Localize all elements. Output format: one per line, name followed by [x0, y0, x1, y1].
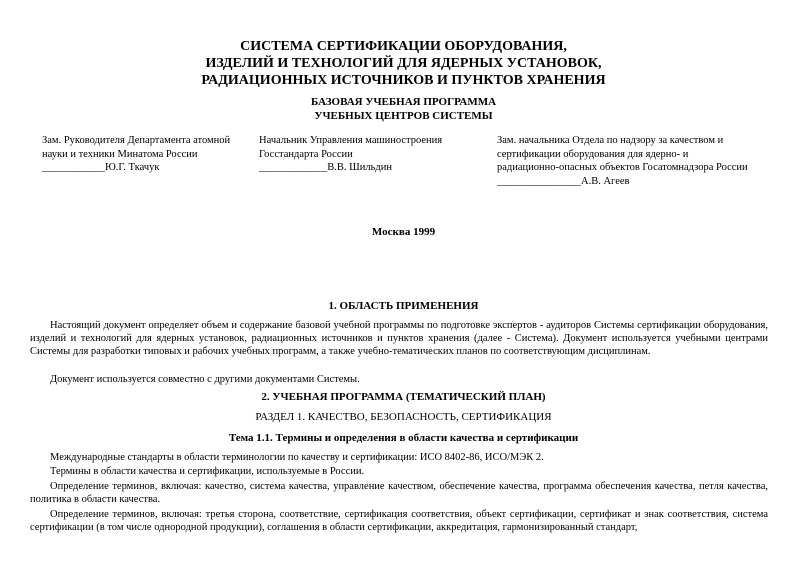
signature-line: _____________В.В. Шильдин	[259, 162, 392, 173]
signature-block-gosatomnadzor	[497, 134, 767, 188]
title-line: СИСТЕМА СЕРТИФИКАЦИИ ОБОРУДОВАНИЯ,	[240, 39, 567, 54]
signature-line: ____________Ю.Г. Ткачук	[42, 162, 160, 173]
subtitle-line: УЧЕБНЫХ ЦЕНТРОВ СИСТЕМЫ	[314, 110, 493, 122]
title-line: ИЗДЕЛИЙ И ТЕХНОЛОГИЙ ДЛЯ ЯДЕРНЫХ УСТАНОВОК,	[205, 56, 602, 71]
topic-paragraph: Международные стандарты в области терминологии по качеству и сертификации: ИСО 8402-86, ИСО/МЭК 2.	[50, 452, 544, 463]
topic-1-1-title: Тема 1.1. Термины и определения в области качества и сертификации	[228, 432, 579, 444]
topic-paragraph: Определение терминов, включая: третья сторона, соответствие, сертификация соответствия, объект сертификации, сертификат и знак соответствия, система сертификации (в том числе однородной продукции), соглашения в области сертификации, аккредитация, гармонизированный стандарт,	[30, 509, 768, 534]
subtitle-line: БАЗОВАЯ УЧЕБНАЯ ПРОГРАММА	[310, 96, 497, 108]
signature-block-gosstandart	[259, 134, 495, 175]
signature-line: сертификации оборудования для ядерно- и	[497, 148, 689, 160]
place-year: Москва 1999	[371, 226, 436, 238]
signature-line: Зам. начальника Отдела по надзору за качеством и	[497, 135, 724, 146]
section-1-paragraph: Документ используется совместно с другими документами Системы.	[50, 374, 360, 385]
section-1-paragraph: Настоящий документ определяет объем и содержание базовой учебной программы по подготовке экспертов - аудиторов Системы сертификации оборудования, изделий и технологий для ядерных установок, радиационных источников и пунктов хранения (далее - Система). Документ используется учебными центрами Системы для разработки типовых и рабочих учебных программ, а также учебно-тематических планов по соответствующим дисциплинам.	[30, 320, 768, 358]
signature-line: ________________А.В. Агеев	[497, 175, 630, 187]
title-line: РАДИАЦИОННЫХ ИСТОЧНИКОВ И ПУНКТОВ ХРАНЕНИЯ	[201, 73, 606, 88]
signature-line: радиационно-опасных объектов Госатомнадзора России	[497, 162, 748, 173]
signature-line: Зам. Руководителя Департамента атомной	[42, 135, 231, 146]
section-1-title: 1. ОБЛАСТЬ ПРИМЕНЕНИЯ	[328, 300, 479, 312]
topic-paragraph: Определение терминов, включая: качество, система качества, управление качеством, обеспечение качества, программа обеспечения качества, петля качества, политика в области качества.	[30, 481, 768, 506]
document-subtitle	[0, 95, 807, 123]
section-2-title: 2. УЧЕБНАЯ ПРОГРАММА (ТЕМАТИЧЕСКИЙ ПЛАН)	[261, 391, 546, 403]
signature-line: Начальник Управления машиностроения	[259, 135, 443, 146]
part-1-title: РАЗДЕЛ 1. КАЧЕСТВО, БЕЗОПАСНОСТЬ, СЕРТИФИКАЦИЯ	[255, 411, 552, 423]
signature-block-minatom	[42, 134, 255, 175]
document-title	[0, 38, 807, 89]
topic-paragraph: Термины в области качества и сертификации, используемые в России.	[50, 466, 365, 477]
signature-line: Госстандарта России	[259, 148, 353, 160]
signature-line: науки и техники Минатома России	[42, 148, 198, 160]
